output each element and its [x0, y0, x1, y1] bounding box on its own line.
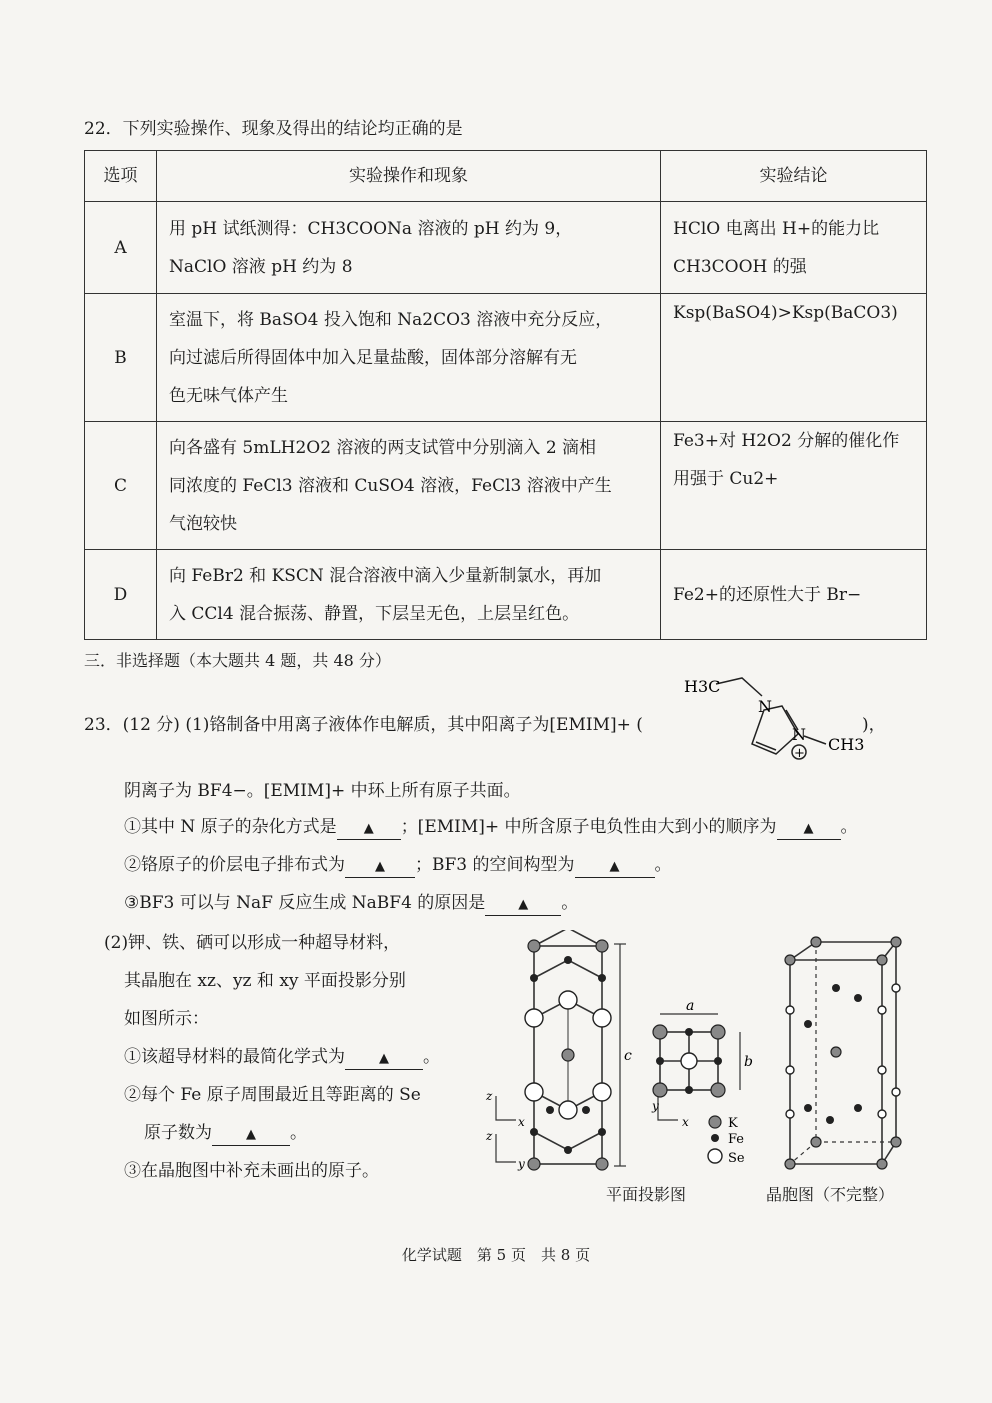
emim-structure — [680, 672, 870, 764]
blank-marker: ▲ — [803, 821, 814, 836]
caption-projection: 平面投影图 — [606, 1185, 687, 1204]
blank-marker: ▲ — [518, 897, 529, 912]
answer-blank[interactable] — [337, 817, 401, 840]
caption-unit-cell: 晶胞图（不完整） — [766, 1185, 895, 1204]
part2-q1 — [124, 1042, 440, 1070]
answer-blank[interactable] — [345, 855, 415, 878]
plus-label: + — [794, 746, 805, 761]
part2-q3: ③在晶胞图中补充未画出的原子。 — [124, 1161, 379, 1181]
option-cell: B — [85, 294, 157, 422]
table-row — [85, 550, 927, 640]
conclusion-line: Fe2+的还原性大于 Br− — [673, 584, 862, 605]
operation-line: NaClO 溶液 pH 约为 8 — [169, 256, 353, 277]
header-operation: 实验操作和现象 — [157, 151, 661, 202]
period: 。 — [423, 1047, 440, 1067]
period: 。 — [561, 893, 579, 913]
page-footer: 化学试题 第 5 页 共 8 页 — [401, 1246, 591, 1264]
n2-label: N — [792, 725, 806, 744]
conclusion-line: CH3COOH 的强 — [673, 256, 807, 277]
label-b: b — [744, 1054, 753, 1070]
conclusion-cell — [661, 422, 927, 550]
axis-y1: y — [518, 1157, 525, 1171]
operation-line: 向 FeBr2 和 KSCN 混合溶液中滴入少量新制氯水，再加 — [169, 565, 602, 586]
conclusion-cell — [661, 294, 927, 422]
option-cell: A — [85, 202, 157, 294]
q23-sub3 — [124, 888, 578, 916]
blank-marker: ▲ — [246, 1127, 256, 1142]
answer-blank[interactable] — [485, 893, 561, 916]
operation-line: 室温下，将 BaSO4 投入饱和 Na2CO3 溶液中充分反应， — [169, 309, 613, 330]
option-cell: C — [85, 422, 157, 550]
part2-q2b — [144, 1118, 307, 1146]
blank-marker: ▲ — [363, 821, 374, 836]
header-option: 选项 — [85, 151, 157, 202]
conclusion-cell — [661, 202, 927, 294]
part2-q1-text: ①该超导材料的最简化学式为 — [124, 1047, 345, 1067]
operation-line: 同浓度的 FeCl3 溶液和 CuSO4 溶液，FeCl3 溶液中产生 — [169, 475, 612, 496]
sub2-text-a: ②铬原子的价层电子排布式为 — [124, 855, 345, 875]
anion-line: 阴离子为 BF4−。[EMIM]+ 中环上所有原子共面。 — [124, 781, 521, 801]
legend-k: K — [728, 1116, 738, 1131]
sub2-text-b: ；BF3 的空间构型为 — [415, 855, 575, 875]
conclusion-cell — [661, 550, 927, 640]
table-row — [85, 422, 927, 550]
table-row — [85, 294, 927, 422]
answer-blank[interactable] — [345, 1047, 423, 1070]
period: 。 — [840, 817, 858, 837]
operation-cell — [157, 202, 661, 294]
conclusion-line: 用强于 Cu2+ — [673, 469, 779, 489]
option-cell: D — [85, 550, 157, 640]
part2-line: 如图所示： — [124, 1009, 209, 1029]
section-heading: 三．非选择题（本大题共 4 题，共 48 分） — [84, 651, 391, 670]
axis-x1: x — [518, 1115, 525, 1129]
question-23-intro: 23．(12 分) (1)铬制备中用离子液体作电解质，其中阳离子为[EMIM]+ ( — [84, 715, 643, 735]
blank-marker: ▲ — [609, 859, 620, 874]
label-c: c — [624, 1048, 632, 1064]
ch3-label: CH3 — [828, 735, 865, 754]
sub3-text: ③BF3 可以与 NaF 反应生成 NaBF4 的原因是 — [124, 893, 486, 913]
q23-sub2 — [124, 850, 672, 878]
answer-blank[interactable] — [777, 817, 841, 840]
sub1-text-a: ①其中 N 原子的杂化方式是 — [124, 817, 337, 837]
header-conclusion: 实验结论 — [661, 151, 927, 202]
operation-line: 用 pH 试纸测得：CH3COONa 溶液的 pH 约为 9， — [169, 218, 573, 239]
part2-q2b-text: 原子数为 — [144, 1123, 212, 1143]
table-header-row — [85, 151, 927, 202]
part2-line: (2)钾、铁、硒可以形成一种超导材料， — [104, 933, 401, 953]
blank-marker: ▲ — [375, 859, 385, 874]
question-22-title: 22．下列实验操作、现象及得出的结论均正确的是 — [84, 119, 463, 139]
n1-label: N — [758, 697, 772, 716]
blank-marker: ▲ — [379, 1051, 389, 1066]
label-a: a — [686, 998, 695, 1014]
operation-cell — [157, 550, 661, 640]
q23-sub1 — [124, 812, 858, 840]
conclusion-line: HClO 电离出 H+的能力比 — [673, 218, 880, 239]
part2-q2a: ②每个 Fe 原子周围最近且等距离的 Se — [124, 1085, 421, 1105]
part2-line: 其晶胞在 xz、yz 和 xy 平面投影分别 — [124, 971, 406, 991]
period: 。 — [290, 1123, 307, 1143]
experiment-table — [84, 150, 927, 640]
operation-cell — [157, 422, 661, 550]
axis-y2: y — [652, 1099, 659, 1113]
h3c-label: H3C — [684, 677, 721, 696]
operation-line: 向过滤后所得固体中加入足量盐酸，固体部分溶解有无 — [169, 347, 577, 368]
legend-fe: Fe — [728, 1132, 745, 1147]
operation-line: 色无味气体产生 — [169, 385, 288, 406]
conclusion-line: Fe3+对 H2O2 分解的催化作 — [673, 431, 900, 451]
axis-x2: x — [682, 1115, 689, 1129]
question-23-intro-close: )， — [862, 715, 886, 735]
operation-line: 气泡较快 — [169, 513, 237, 534]
period: 。 — [654, 855, 672, 875]
operation-cell — [157, 294, 661, 422]
legend-se: Se — [728, 1151, 745, 1166]
table-row — [85, 202, 927, 294]
conclusion-line: Ksp(BaSO4)>Ksp(BaCO3) — [673, 303, 898, 323]
answer-blank[interactable] — [212, 1123, 290, 1146]
axis-z2: z — [486, 1129, 493, 1143]
operation-line: 向各盛有 5mLH2O2 溶液的两支试管中分别滴入 2 滴相 — [169, 437, 597, 458]
crystal-figure — [478, 930, 918, 1210]
answer-blank[interactable] — [575, 855, 655, 878]
sub1-text-b: ；[EMIM]+ 中所含原子电负性由大到小的顺序为 — [400, 817, 777, 837]
axis-z1: z — [486, 1089, 493, 1103]
operation-line: 入 CCl4 混合振荡、静置，下层呈无色，上层呈红色。 — [169, 603, 580, 624]
